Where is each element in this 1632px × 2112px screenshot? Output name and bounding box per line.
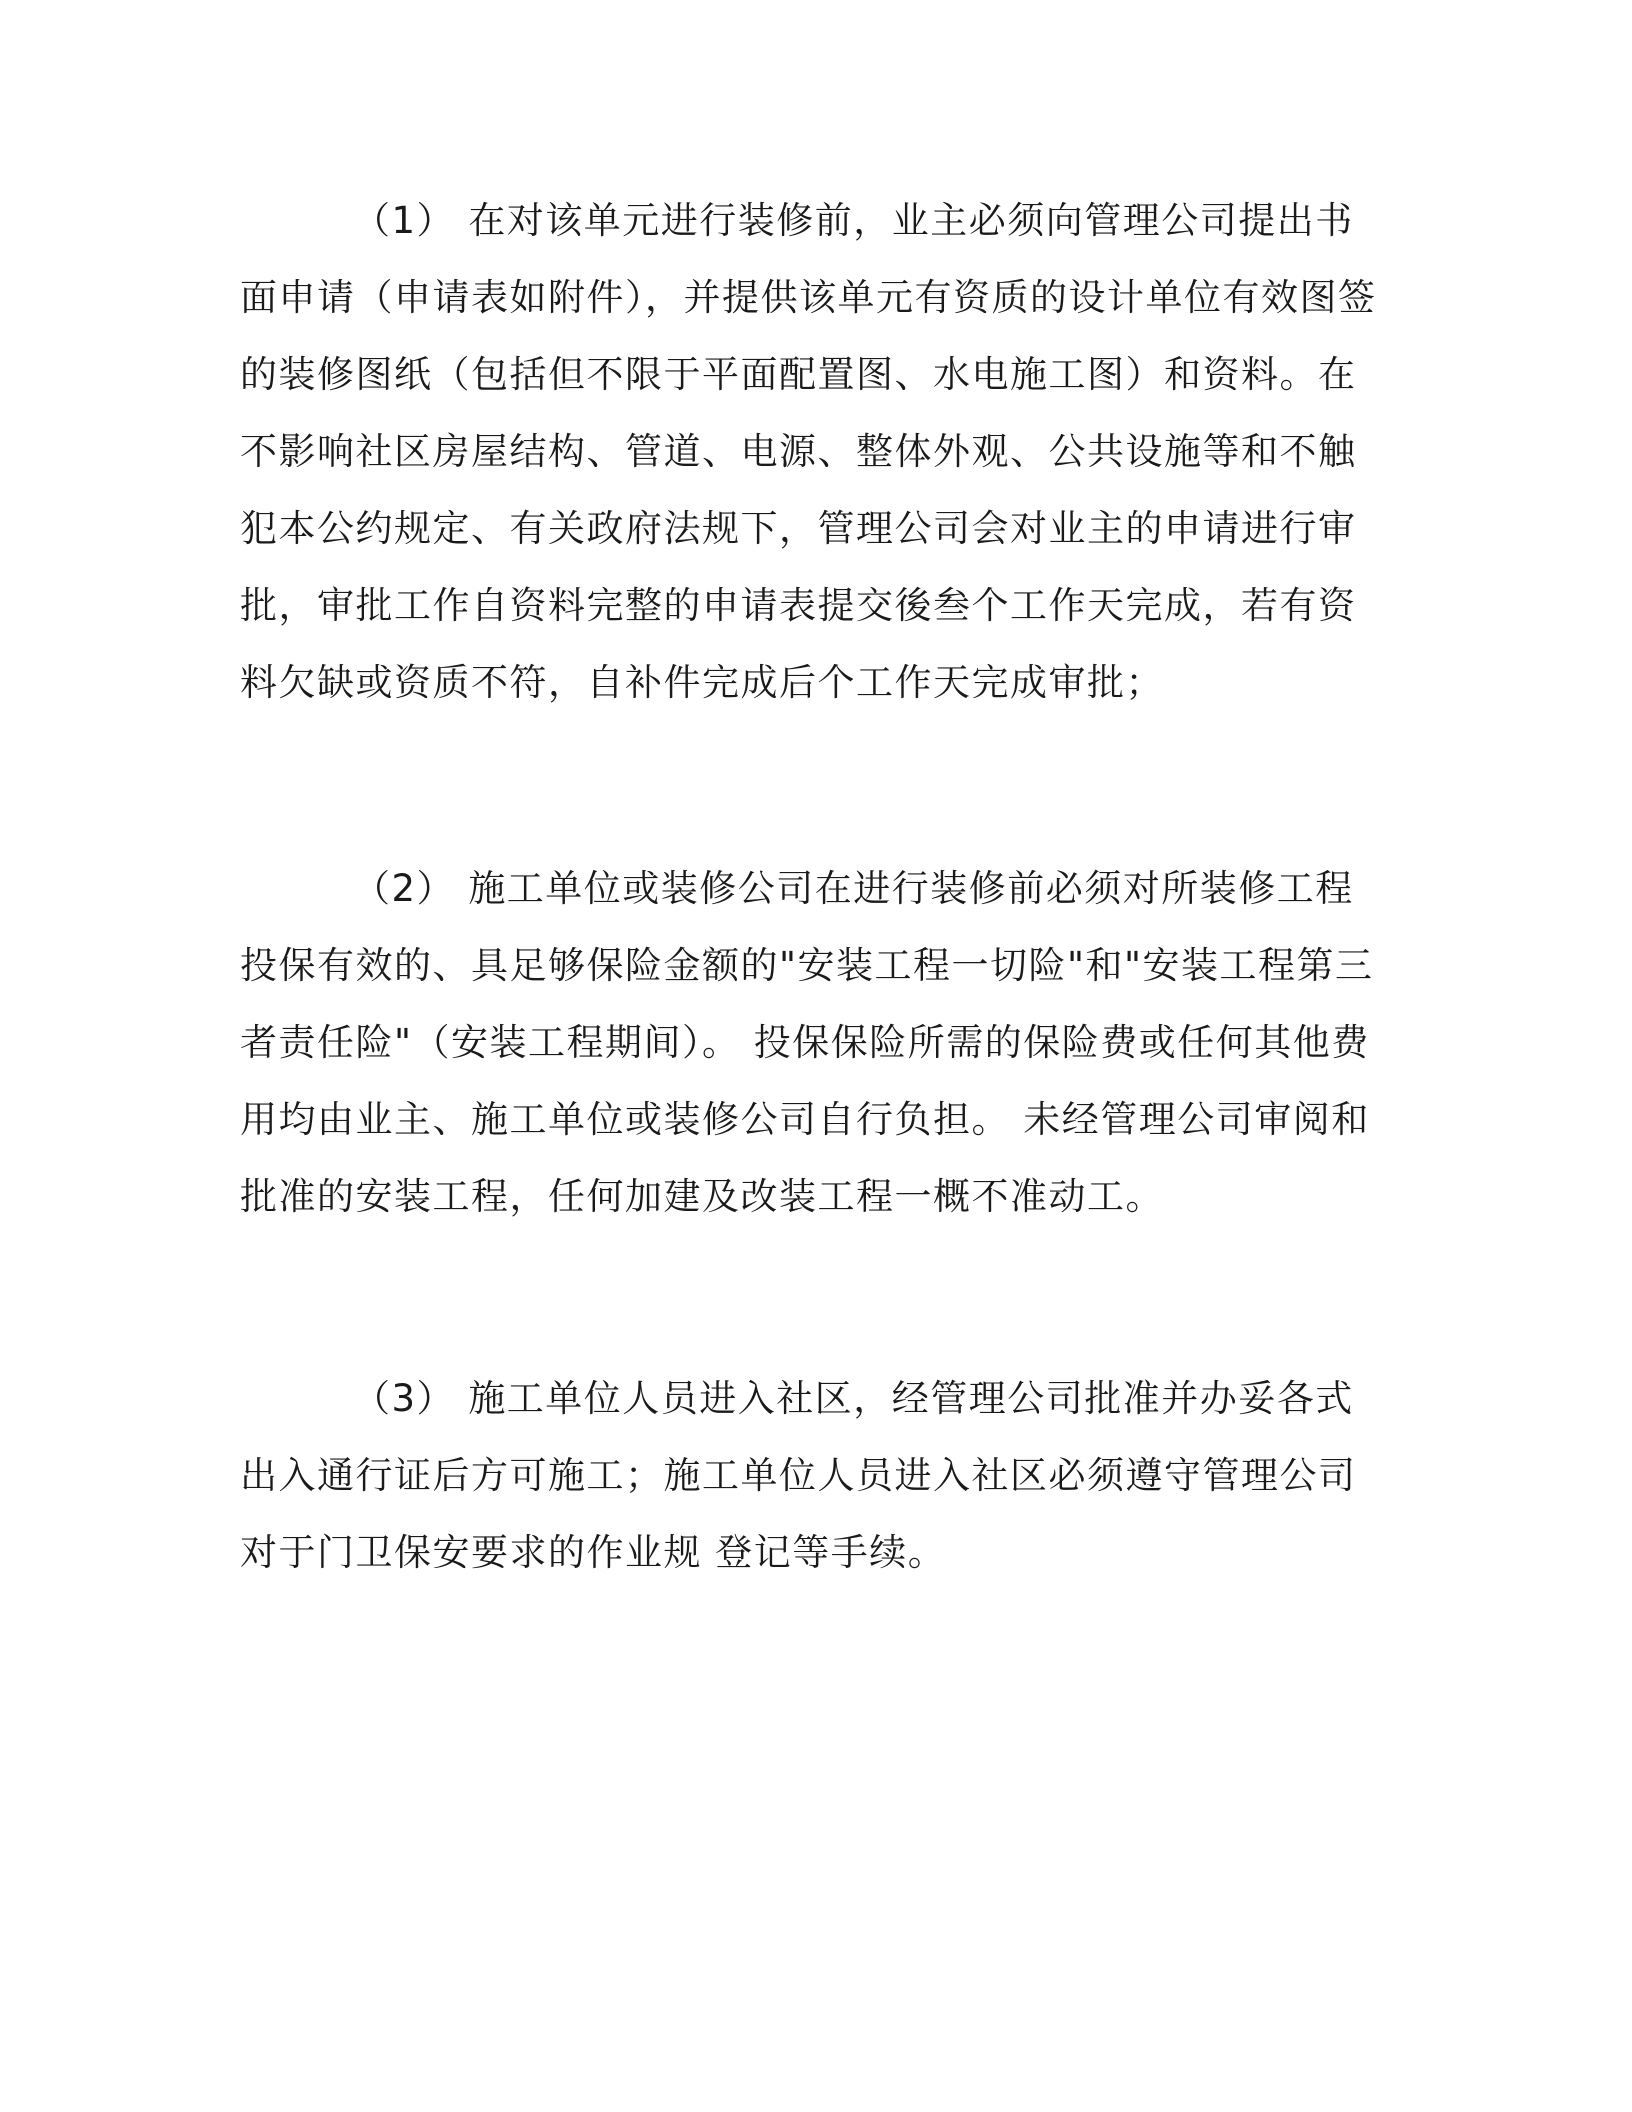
paragraph-1-text: 在对该单元进行装修前，业主必须向管理公司提出书面申请（申请表如附件），并提供该单元有资质的设计单位有效图签的装修图纸（包括但不限于平面配置图、水电施工图）和资料。在不影响社区房屋结构、管道、电源、整体外观、公共设施等和不触犯本公约规定、有关政府法规下，管理公司会对业主的申请进行审批，审批工作自资料完整的申请表提交後叁个工作天完成，若有资料欠缺或资质不符，自补件完成后个工作天完成审批；: [240, 199, 1377, 704]
paragraph-2: [240, 850, 1380, 1235]
paragraph-3: [240, 1360, 1380, 1591]
paragraph-1: [240, 182, 1380, 721]
paragraph-3-marker: （3）: [353, 1377, 456, 1420]
paragraph-2-marker: （2）: [353, 867, 456, 910]
paragraph-1-marker: （1）: [353, 199, 456, 242]
paragraph-3-text: 施工单位人员进入社区，经管理公司批准并办妥各式出入通行证后方可施工；施工单位人员进入社区必须遵守管理公司对于门卫保安要求的作业规 登记等手续。: [240, 1377, 1357, 1574]
paragraph-2-text: 施工单位或装修公司在进行装修前必须对所装修工程投保有效的、具足够保险金额的"安装工程一切险"和"安装工程第三者责任险"（安装工程期间）。 投保保险所需的保险费或任何其他费用均由业主、施工单位或装修公司自行负担。 未经管理公司审阅和批准的安装工程，任何加建及改装工程一概不准动工。: [240, 867, 1374, 1218]
